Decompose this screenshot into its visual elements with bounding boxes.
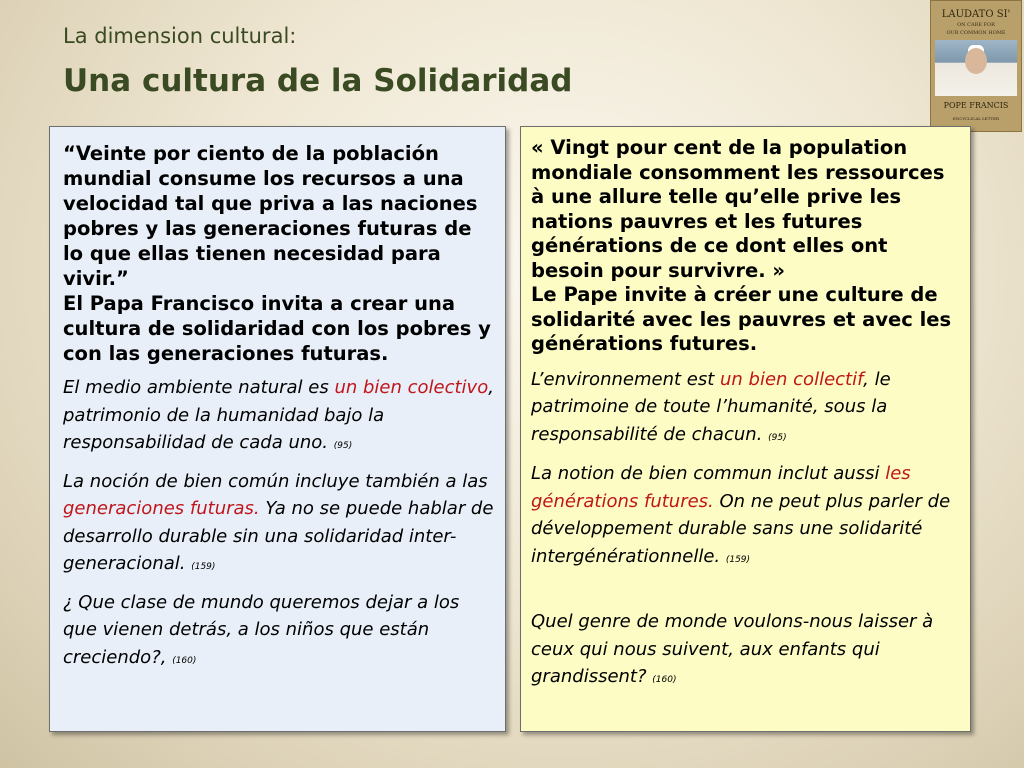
face-shape bbox=[965, 48, 987, 74]
text-run: Quel genre de monde voulons-nous laisser à ceux qui nous suivent, aux enfants qui grandissent? bbox=[531, 611, 934, 687]
highlight-text: un bien collectif bbox=[719, 368, 864, 390]
text-run: L’environnement est bbox=[531, 368, 720, 390]
highlight-text: generaciones futuras. bbox=[63, 498, 260, 519]
text-run: ¿ Que clase de mundo queremos dejar a los que vienen detrás, a los niños que están creciendo?, bbox=[63, 591, 460, 668]
reference-number: (95) bbox=[768, 432, 787, 443]
text-run: La noción de bien común incluye también a las bbox=[63, 470, 488, 492]
spanish-paragraph-bien-comun bbox=[63, 468, 495, 582]
book-author: POPE FRANCIS bbox=[943, 101, 1009, 110]
spanish-quote-text: “Veinte por ciento de la población mundial consume los recursos a una velocidad tal que priva a las naciones pobres y las generaciones futuras de lo que ellas tienen necesidad para vivir.” bbox=[63, 142, 478, 290]
highlight-text: les générations futures. bbox=[531, 463, 911, 512]
reference-number: (159) bbox=[191, 562, 216, 572]
french-quote-text: « Vingt pour cent de la population mondiale consomment les ressources à une allure telle qu’elle prive les nations pauvres et les futures générations de ce dont elles ont besoin pour survivre. » bbox=[531, 136, 945, 282]
highlight-text: un bien colectivo bbox=[334, 377, 489, 398]
slide-title: Una cultura de la Solidaridad bbox=[63, 63, 573, 99]
spanish-paragraph-question bbox=[63, 589, 495, 676]
reference-number: (160) bbox=[652, 675, 677, 685]
reference-number: (159) bbox=[725, 554, 751, 565]
laudato-si-book-cover bbox=[930, 0, 1022, 132]
spanish-text-box bbox=[49, 126, 506, 732]
text-run: El medio ambiente natural es bbox=[63, 377, 335, 398]
text-run: La notion de bien commun inclut aussi bbox=[531, 463, 886, 484]
french-quote bbox=[531, 136, 962, 357]
french-invitation-text: Le Pape invite à créer une culture de solidarité avec les pauvres et avec les générations futures. bbox=[531, 283, 952, 355]
french-paragraph-question bbox=[531, 608, 962, 695]
spanish-invitation-text: El Papa Francisco invita a crear una cultura de solidaridad con los pobres y con las generaciones futuras. bbox=[63, 292, 491, 365]
book-subtitle-line1: ON CARE FOR bbox=[957, 22, 995, 28]
french-paragraph-bien-commun bbox=[531, 460, 962, 574]
text-run: On ne peut plus parler de développement durable sans une solidarité intergénérationnelle. bbox=[531, 490, 951, 567]
paragraph-spacer bbox=[531, 582, 962, 608]
book-title: LAUDATO SI' bbox=[941, 9, 1011, 20]
slide-subtitle: La dimension cultural: bbox=[63, 24, 297, 48]
french-text-box bbox=[520, 126, 971, 732]
book-publisher: ENCYCLICAL LETTER bbox=[952, 116, 1000, 121]
text-run: , patrimonio de la humanidad bajo la responsabilidad de cada uno. bbox=[63, 377, 494, 453]
french-paragraph-bien-collectif bbox=[531, 366, 962, 453]
reference-number: (95) bbox=[333, 441, 353, 451]
text-run: , le patrimoine de toute l’humanité, sous la responsabilité de chacun. bbox=[531, 368, 891, 445]
reference-number: (160) bbox=[172, 655, 197, 666]
pope-photo bbox=[935, 40, 1017, 96]
book-subtitle-line2: OUR COMMON HOME bbox=[946, 30, 1006, 36]
spanish-paragraph-bien-colectivo bbox=[63, 374, 495, 461]
text-run: Ya no se puede hablar de desarrollo durable sin una solidaridad inter-generacional. bbox=[63, 498, 494, 574]
spanish-quote bbox=[63, 141, 495, 366]
